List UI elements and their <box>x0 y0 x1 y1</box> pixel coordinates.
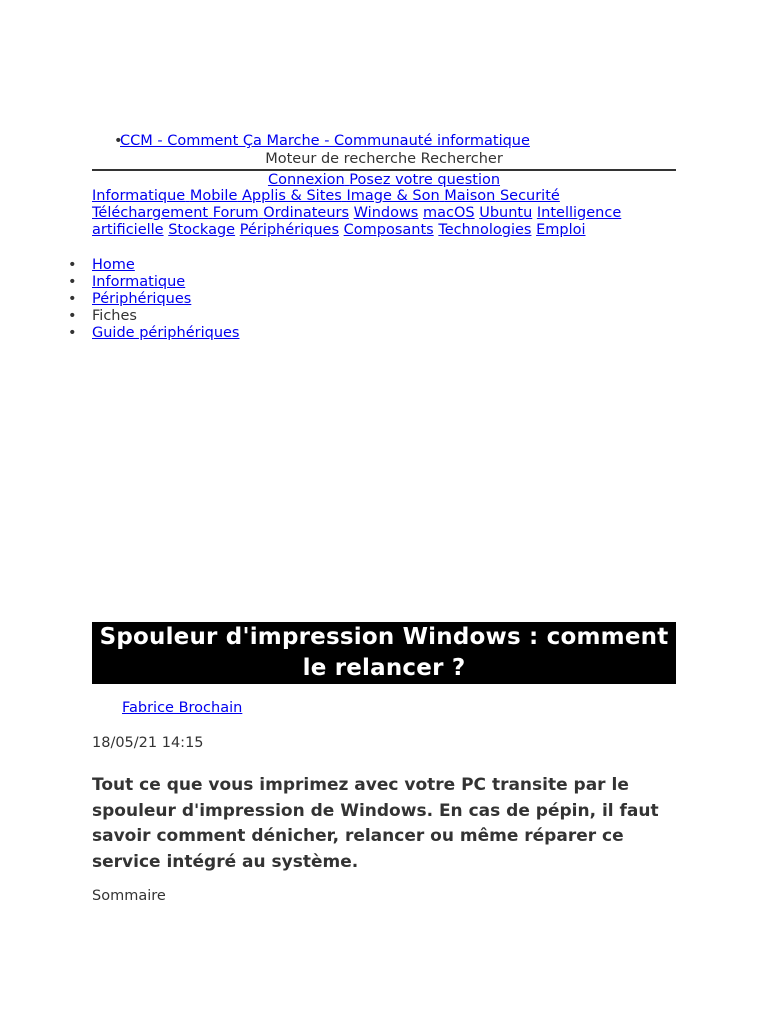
breadcrumb <box>92 257 239 342</box>
breadcrumb-guide[interactable]: Guide périphériques <box>92 325 240 341</box>
author-link[interactable]: Fabrice Brochain <box>122 700 243 716</box>
publish-date: 18/05/21 14:15 <box>92 735 204 751</box>
main-nav <box>92 188 676 239</box>
breadcrumb-informatique[interactable]: Informatique <box>92 274 186 290</box>
nav-item-macos[interactable]: macOS <box>422 205 475 221</box>
nav-item-windows[interactable]: Windows <box>353 205 419 221</box>
author-byline <box>122 699 242 717</box>
ask-question-label: Posez votre question <box>349 172 501 188</box>
summary-heading: Sommaire <box>92 888 166 904</box>
article-title-banner <box>92 622 676 684</box>
article-title: Spouleur d'impression Windows : comment le relancer ? <box>99 624 669 681</box>
nav-item-ordinateurs: Ordinateurs <box>263 205 350 221</box>
nav-item-composants[interactable]: Composants <box>343 222 434 238</box>
breadcrumb-fiches: Fiches <box>92 308 137 324</box>
nav-item-emploi[interactable]: Emploi <box>536 222 586 238</box>
breadcrumb-home[interactable]: Home <box>92 257 135 273</box>
login-link[interactable] <box>268 172 500 188</box>
search-label: Moteur de recherche Rechercher <box>265 151 503 167</box>
nav-item-peripheriques[interactable]: Périphériques <box>239 222 340 238</box>
nav-item-forum: Forum <box>212 205 259 221</box>
nav-item-ubuntu[interactable]: Ubuntu <box>479 205 533 221</box>
breadcrumb-item <box>92 308 239 325</box>
nav-item-stockage[interactable]: Stockage <box>168 222 236 238</box>
auth-row <box>92 171 676 189</box>
nav-item-image-son: Image & Son <box>346 188 440 204</box>
nav-item-applis-sites: Applis & Sites <box>242 188 342 204</box>
login-label: Connexion <box>267 172 345 188</box>
top-links-list <box>92 132 676 150</box>
site-home-link[interactable]: CCM - Comment Ça Marche - Communauté informatique <box>120 133 530 149</box>
article-lead: Tout ce que vous imprimez avec votre PC transite par le spouleur d'impression de Windows. En cas de pépin, il faut savoir comment dénicher, relancer ou même réparer ce service intégré au système. <box>92 775 659 872</box>
nav-item-technologies[interactable]: Technologies <box>438 222 532 238</box>
breadcrumb-item <box>92 325 239 342</box>
breadcrumb-item <box>92 274 239 291</box>
nav-item-intelligence-artificielle[interactable]: Intelligence artificielle <box>92 205 622 238</box>
breadcrumb-peripheriques[interactable]: Périphériques <box>92 291 192 307</box>
breadcrumb-item <box>92 257 239 274</box>
top-links-item <box>92 132 676 150</box>
nav-item-maison: Maison <box>444 188 496 204</box>
nav-item-telechargement: Téléchargement <box>92 205 209 221</box>
nav-item-securite: Securité <box>499 188 560 204</box>
nav-item-mobile: Mobile <box>189 188 238 204</box>
nav-item-informatique: Informatique <box>92 188 186 204</box>
breadcrumb-item <box>92 291 239 308</box>
